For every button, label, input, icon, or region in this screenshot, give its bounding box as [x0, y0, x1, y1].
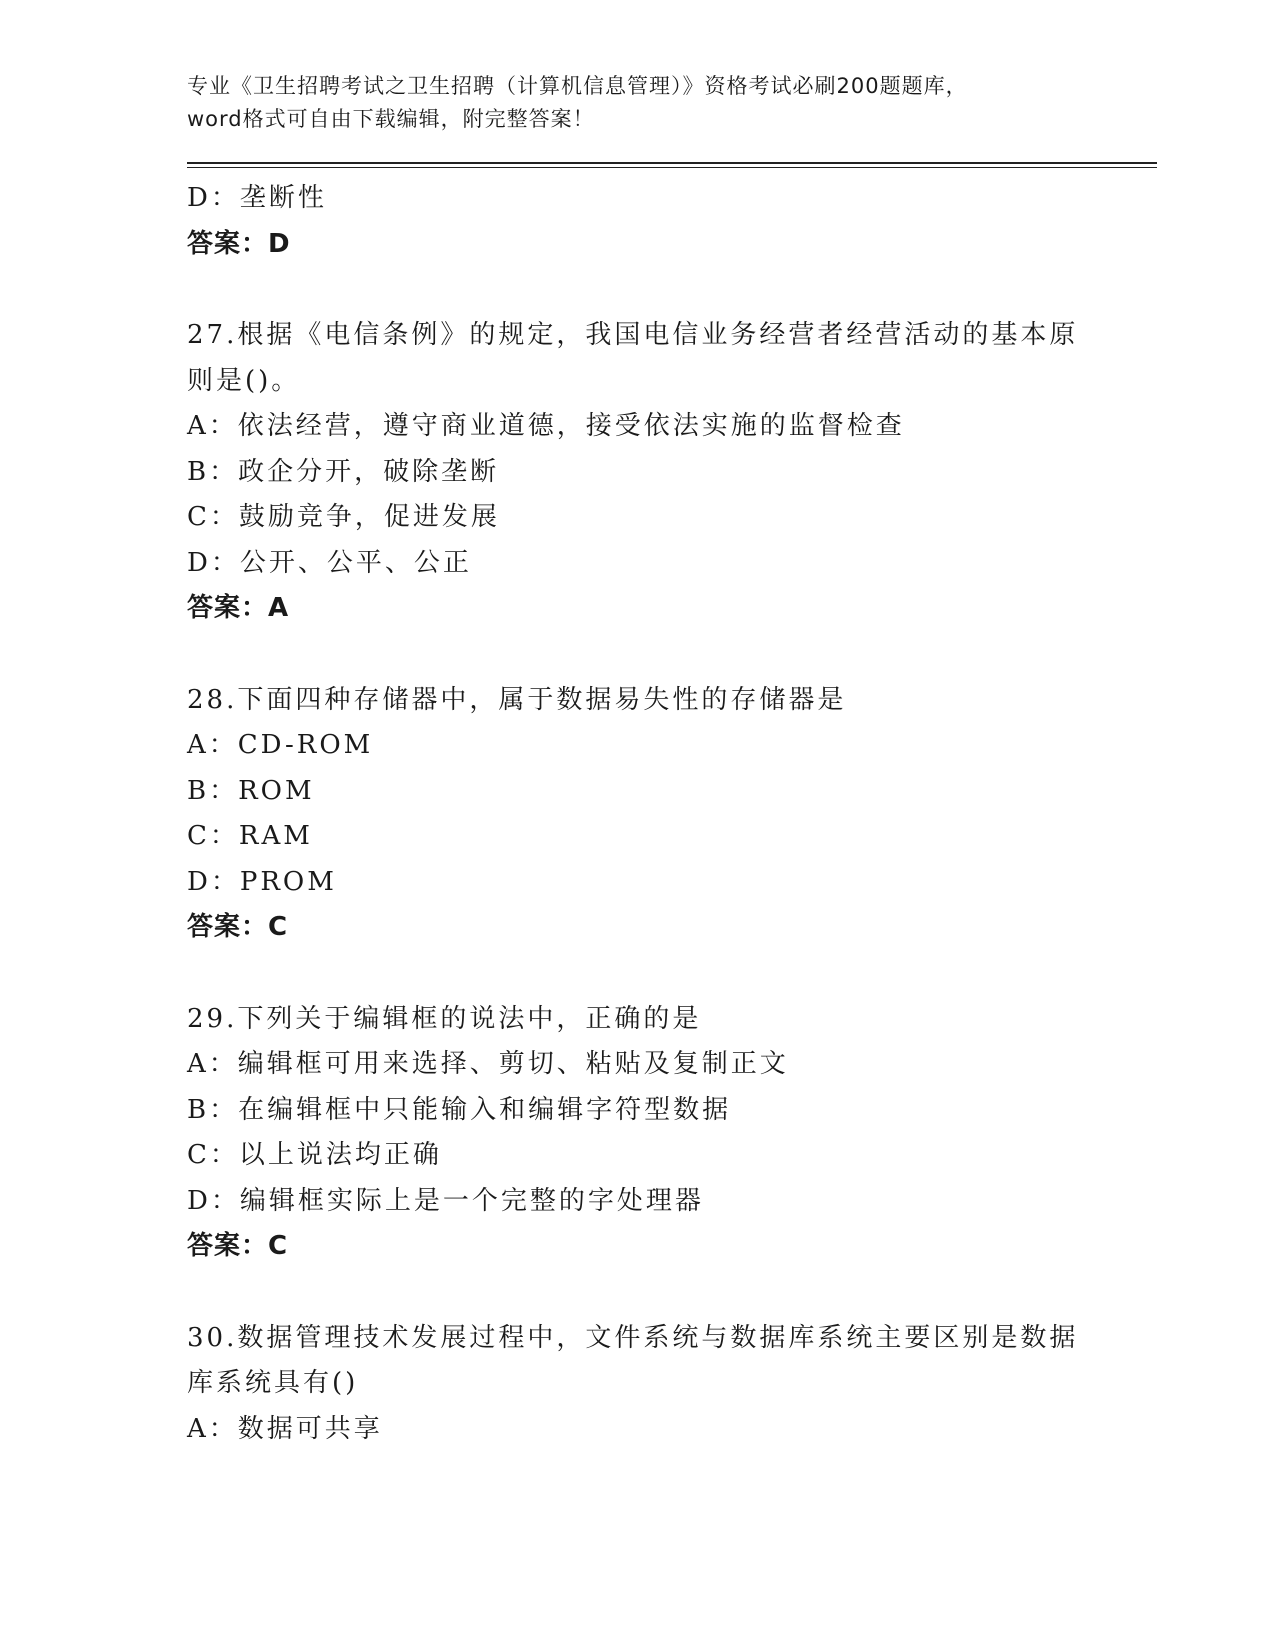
question-gap: [187, 632, 1157, 678]
option-d: D：编辑框实际上是一个完整的字处理器: [187, 1185, 704, 1216]
question-gap: [187, 267, 1157, 313]
question-stem-continued: 则是()。: [187, 365, 301, 396]
option-c: C：以上说法均正确: [187, 1140, 442, 1170]
option-b: B：ROM: [187, 775, 315, 806]
option-d: D：公开、公平、公正: [187, 547, 472, 578]
option-c: C：RAM: [187, 821, 313, 851]
answer-line: 答案：C: [187, 912, 289, 942]
answer-line: 答案：D: [187, 228, 291, 259]
option-a: A：依法经营，遵守商业道德，接受依法实施的监督检查: [187, 411, 905, 441]
option-b: B：在编辑框中只能输入和编辑字符型数据: [187, 1094, 732, 1125]
question-block-27: [187, 313, 1157, 632]
question-stem: 27.根据《电信条例》的规定，我国电信业务经营者经营活动的基本原: [187, 320, 1079, 350]
answer-line: 答案：C: [187, 1231, 289, 1261]
header-rule-top: [187, 162, 1157, 164]
option-a: A：CD-ROM: [187, 730, 374, 760]
option-a: A：编辑框可用来选择、剪切、粘贴及复制正文: [187, 1049, 789, 1079]
question-block-30: [187, 1316, 1157, 1453]
question-block-26-tail: [187, 176, 1157, 267]
question-gap: [187, 951, 1157, 997]
header-rule-bottom: [187, 167, 1157, 168]
question-gap: [187, 1270, 1157, 1316]
option-c: C：鼓励竞争，促进发展: [187, 502, 500, 532]
question-stem: 29.下列关于编辑框的说法中，正确的是: [187, 1003, 702, 1034]
question-stem-continued: 库系统具有(): [187, 1368, 359, 1398]
question-list: [187, 176, 1157, 1452]
option-a: A：数据可共享: [187, 1413, 383, 1444]
document-page: [187, 70, 1157, 1452]
header-line-2: word格式可自由下载编辑，附完整答案！: [187, 107, 595, 131]
answer-line: 答案：A: [187, 593, 290, 623]
question-block-29: [187, 997, 1157, 1270]
question-stem: 28.下面四种存储器中，属于数据易失性的存储器是: [187, 684, 847, 715]
question-stem: 30.数据管理技术发展过程中，文件系统与数据库系统主要区别是数据: [187, 1322, 1079, 1353]
document-header: [187, 70, 1157, 136]
question-block-28: [187, 678, 1157, 951]
option-d: D：PROM: [187, 866, 337, 897]
option-b: B：政企分开，破除垄断: [187, 456, 500, 487]
option-d: D：垄断性: [187, 183, 327, 213]
header-line-1: 专业《卫生招聘考试之卫生招聘（计算机信息管理）》资格考试必刷200题题库，: [187, 74, 968, 98]
